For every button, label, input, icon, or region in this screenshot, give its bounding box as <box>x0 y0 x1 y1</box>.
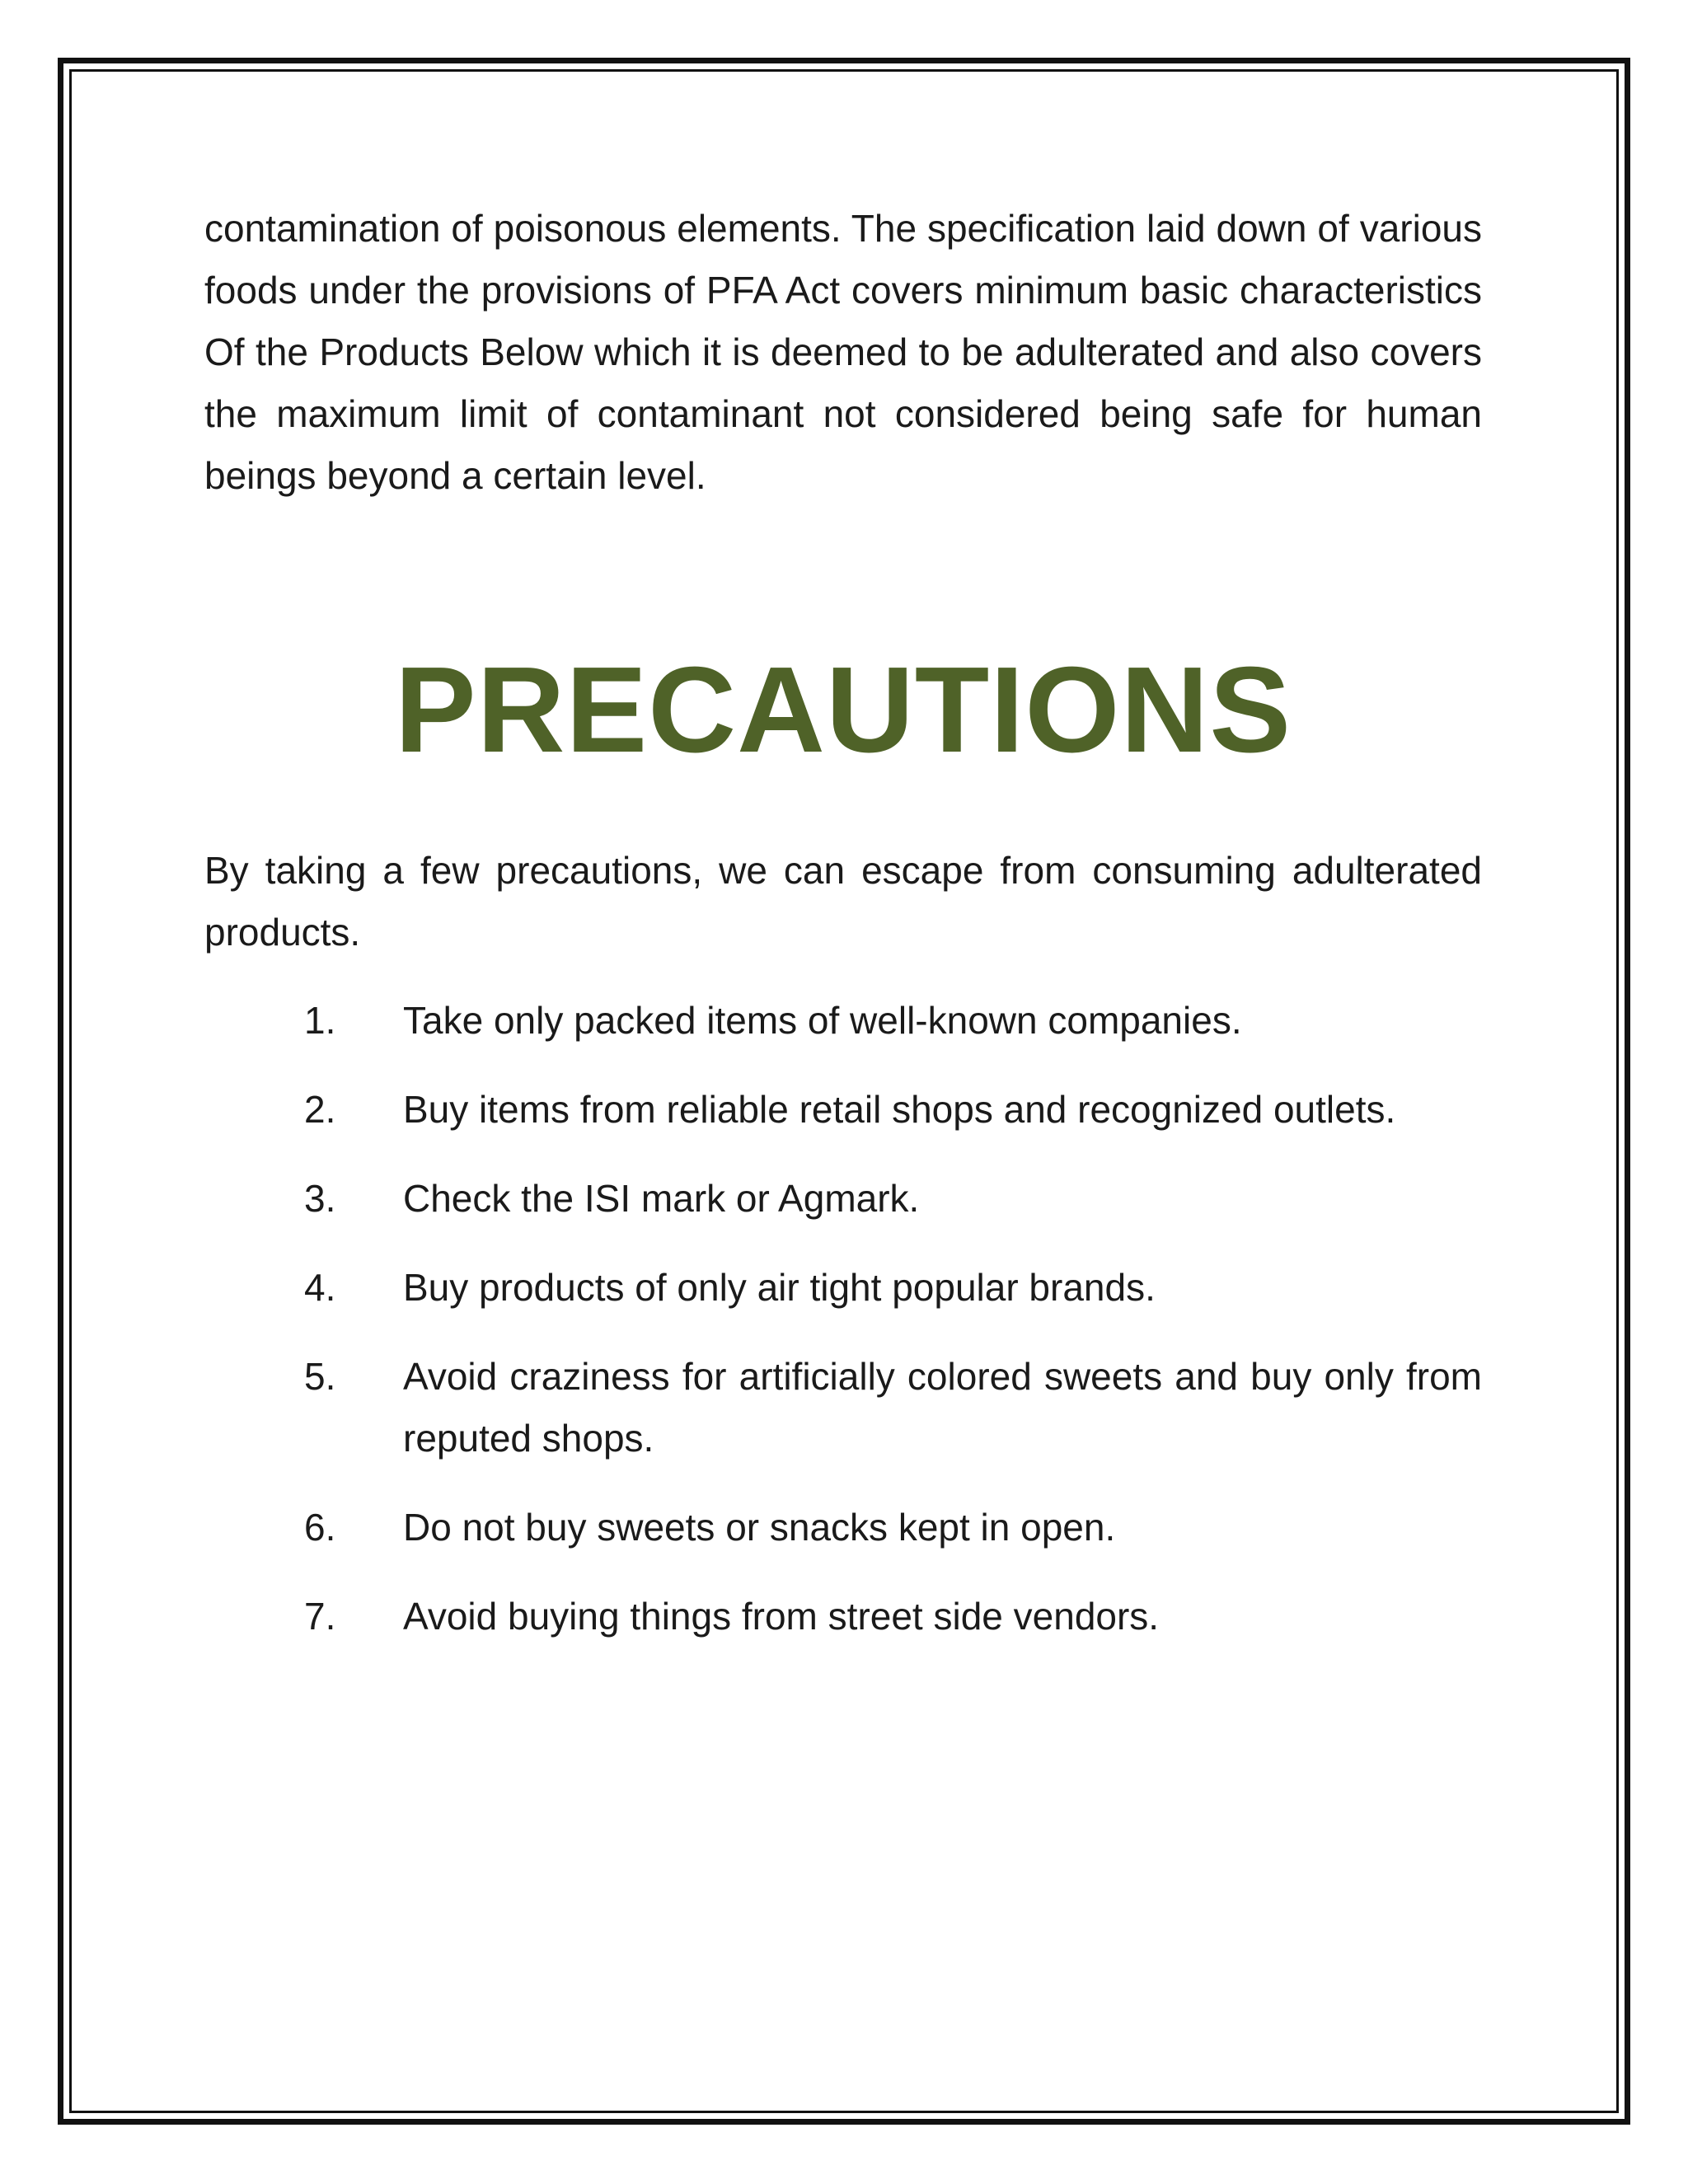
list-item-text: Check the ISI mark or Agmark. <box>403 1177 920 1220</box>
list-item-text: Buy items from reliable retail shops and recognized outlets. <box>403 1088 1396 1131</box>
list-item <box>204 990 1482 1052</box>
list-item-text: Do not buy sweets or snacks kept in open. <box>403 1506 1116 1549</box>
list-item <box>204 1257 1482 1319</box>
list-item-number: 7. <box>304 1595 336 1638</box>
list-item-number: 4. <box>304 1266 336 1309</box>
list-item-number: 1. <box>304 999 336 1042</box>
list-item-text: Avoid buying things from street side vendors. <box>403 1595 1160 1638</box>
page-content <box>204 198 1482 1675</box>
intro-paragraph: By taking a few precautions, we can escape from consuming adulterated products. <box>204 849 1482 954</box>
list-item-text: Avoid craziness for artificially colored sweets and buy only from reputed shops. <box>403 1355 1482 1460</box>
page-heading: PRECAUTIONS <box>394 642 1292 778</box>
list-item-text: Buy products of only air tight popular brands. <box>403 1266 1156 1309</box>
list-item-number: 6. <box>304 1506 336 1549</box>
precautions-list <box>204 990 1482 1647</box>
list-item <box>204 1346 1482 1469</box>
list-item-number: 3. <box>304 1177 336 1220</box>
opening-paragraph: contamination of poisonous elements. The specification laid down of various foods under the provisions of PFA Act covers minimum basic characteristics Of the Products Below which it is deemed to be adulterated and also covers the maximum limit of contaminant not considered being safe for human beings beyond a certain level. <box>204 207 1482 497</box>
list-item <box>204 1497 1482 1558</box>
list-item <box>204 1168 1482 1230</box>
list-item <box>204 1586 1482 1647</box>
list-item-number: 5. <box>304 1355 336 1398</box>
list-item <box>204 1079 1482 1141</box>
list-item-text: Take only packed items of well-known companies. <box>403 999 1242 1042</box>
list-item-number: 2. <box>304 1088 336 1131</box>
